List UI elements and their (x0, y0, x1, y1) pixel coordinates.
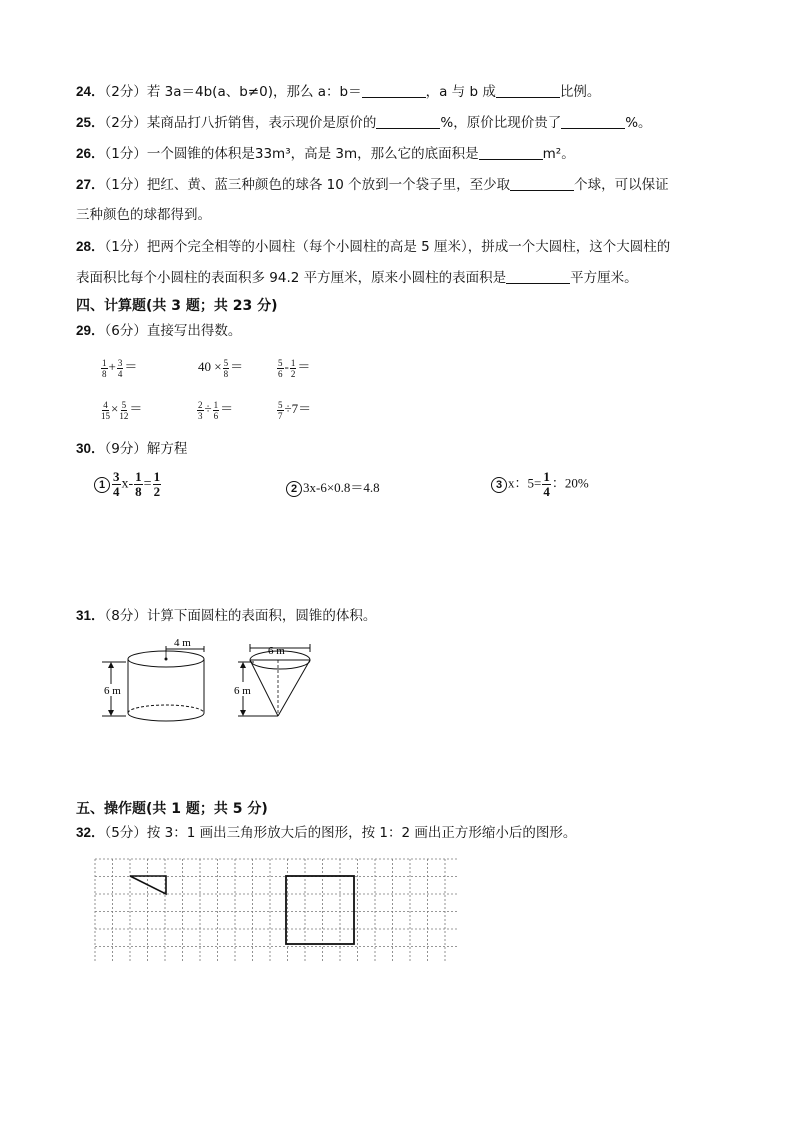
cone-height-label: 6 m (234, 685, 251, 697)
question-28: 28．（1分）把两个完全相等的小圆柱（每个小圆柱的高是 5 厘米），拼成一个大圆柱，这个大圆柱的 (76, 239, 671, 255)
cone-diameter-label: 6 m (268, 645, 285, 657)
equation-1: 1 $\frac{3}{4}$ x- $\frac{1}{8}$ = $\frac{1}{2}$ (94, 470, 162, 499)
section-heading-operation: 五、操作题(共 1 题；共 5 分) (76, 801, 268, 817)
question-28-line2: 表面积比每个小圆柱的表面积多 94.2 平方厘米，原来小圆柱的表面积是 平方厘米。 (76, 270, 638, 286)
question-29: 29．（6分）直接写出得数。 (76, 323, 242, 339)
question-31: 31．（8分）计算下面圆柱的表面积，圆锥的体积。 (76, 608, 377, 624)
expression-6: $\frac{5}{7}$ ÷7＝ (278, 399, 312, 421)
question-27-line2: 三种颜色的球都得到。 (76, 207, 211, 223)
circled-number-1: 1 (94, 477, 110, 493)
circled-number-3: 3 (491, 477, 507, 493)
drawing-grid[interactable] (94, 858, 460, 964)
answer-blank[interactable] (496, 83, 560, 98)
question-25: 25．（2分）某商品打八折销售，表示现价是原价的 %，原价比现价贵了 %。 (76, 115, 652, 131)
cylinder-height-label: 6 m (104, 685, 121, 697)
grid-lines (95, 859, 458, 962)
expression-5: $\frac{2}{3}$ ÷ $\frac{1}{6}$ ＝ (198, 399, 234, 421)
circled-number-2: 2 (286, 481, 302, 497)
square-shape (286, 876, 354, 944)
question-24: 24．（2分）若 3a＝4b(a、b≠0)，那么 a：b＝ ，a 与 b 成 比例。 (76, 84, 601, 100)
triangle-shape (130, 876, 166, 894)
cone-figure (232, 638, 318, 722)
answer-blank[interactable] (510, 176, 574, 191)
expression-3: $\frac{5}{6}$ - $\frac{1}{2}$ ＝ (278, 357, 311, 379)
expression-1: $\frac{1}{8}$ + $\frac{3}{4}$ ＝ (102, 357, 138, 379)
answer-blank[interactable] (506, 269, 570, 284)
section-heading-calculation: 四、计算题(共 3 题；共 23 分) (76, 298, 278, 314)
equation-3: 3 x：5= $\frac{1}{4}$ ：20% (491, 470, 589, 499)
answer-blank[interactable] (561, 114, 625, 129)
answer-blank[interactable] (376, 114, 440, 129)
question-27: 27．（1分）把红、黄、蓝三种颜色的球各 10 个放到一个袋子里，至少取 个球，可以保证 (76, 177, 669, 193)
answer-blank[interactable] (362, 83, 426, 98)
expression-4: $\frac{4}{15}$ × $\frac{5}{12}$ ＝ (101, 399, 143, 421)
answer-blank[interactable] (479, 145, 543, 160)
cylinder-figure (98, 636, 210, 722)
expression-2: 40 × $\frac{5}{8}$ ＝ (198, 357, 244, 379)
question-26: 26．（1分）一个圆锥的体积是33m³，高是 3m，那么它的底面积是 m²。 (76, 146, 575, 162)
question-32: 32．（5分）按 3：1 画出三角形放大后的图形，按 1：2 画出正方形缩小后的图形。 (76, 825, 577, 841)
cylinder-radius-label: 4 m (174, 637, 191, 649)
question-30: 30．（9分）解方程 (76, 441, 188, 457)
equation-2: 2 3x-6×0.8＝4.8 (286, 477, 380, 497)
